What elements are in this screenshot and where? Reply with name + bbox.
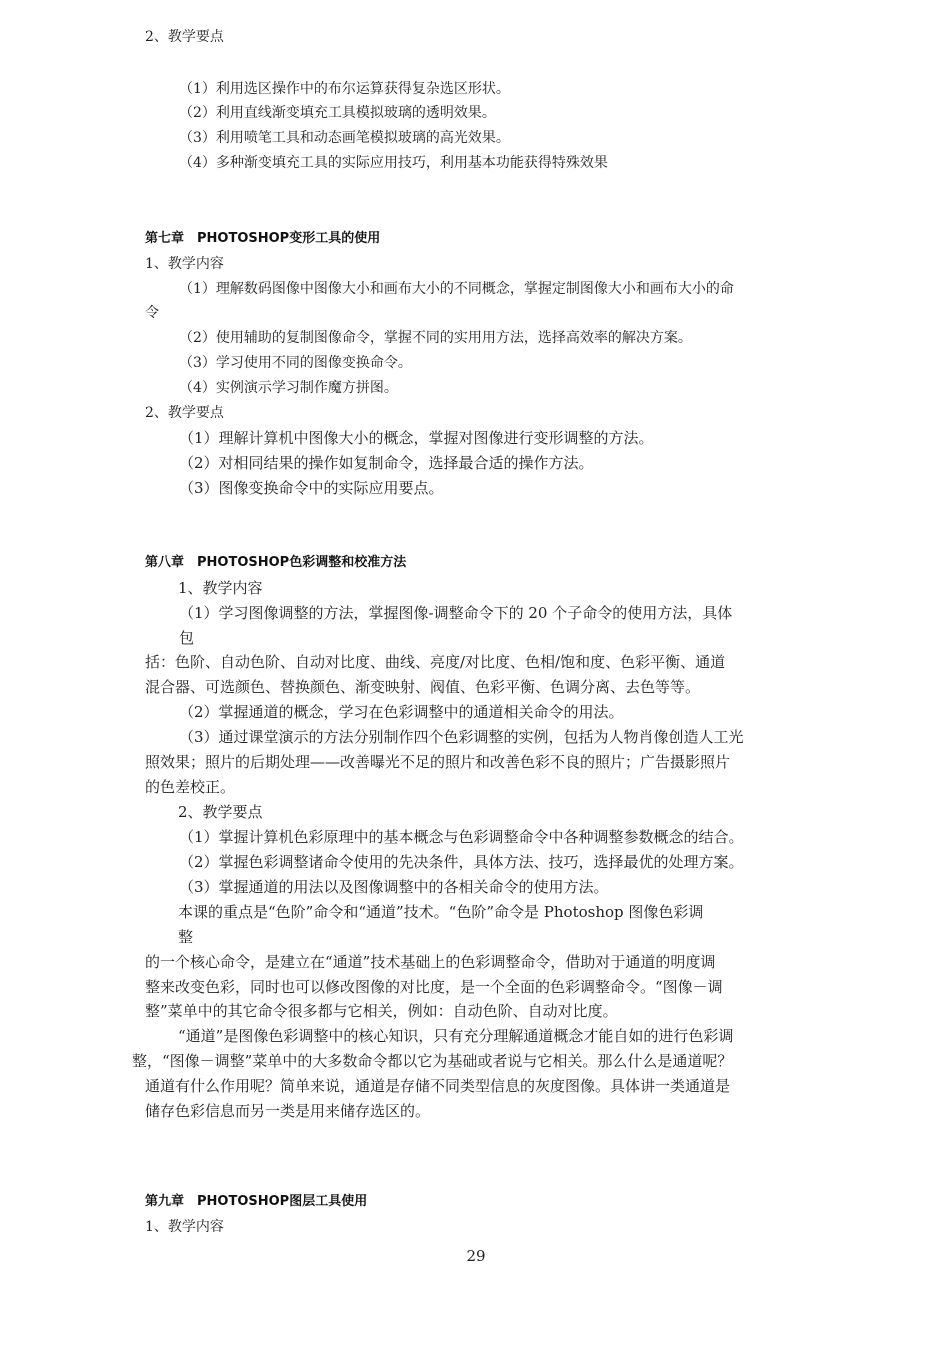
paragraph-line: （3）通过课堂演示的方法分别制作四个色彩调整的实例，包括为人物肖像创造人工光 — [179, 728, 744, 746]
chapter-8-title: 第八章 PHOTOSHOP色彩调整和校准方法 — [145, 555, 407, 570]
paragraph-line: 混合器、可选颜色、替换颜色、渐变映射、阀值、色彩平衡、色调分离、去色等等。 — [145, 678, 701, 696]
list-item: （1）掌握计算机色彩原理中的基本概念与色彩调整命令中各种调整参数概念的结合。 — [179, 828, 744, 846]
section-heading: 2、教学要点 — [178, 803, 263, 821]
list-item: （2）利用直线渐变填充工具模拟玻璃的透明效果。 — [179, 105, 496, 121]
chapter-9-title: 第九章 PHOTOSHOP图层工具使用 — [145, 1194, 368, 1209]
list-item: （2）对相同结果的操作如复制命令，选择最合适的操作方法。 — [179, 454, 594, 472]
list-item: （3）学习使用不同的图像变换命令。 — [179, 355, 412, 371]
list-item: （4）实例演示学习制作魔方拼图。 — [179, 380, 398, 396]
section-heading: 2、教学要点 — [145, 29, 224, 45]
list-item: （2）掌握色彩调整诸命令使用的先决条件，具体方法、技巧，选择最优的处理方案。 — [179, 853, 744, 871]
paragraph-line: 括：色阶、自动色阶、自动对比度、曲线、亮度/对比度、色相/饱和度、色彩平衡、通道 — [145, 653, 726, 671]
section-heading: 1、教学内容 — [145, 256, 224, 272]
list-item: （1）理解计算机中图像大小的概念，掌握对图像进行变形调整的方法。 — [179, 429, 654, 447]
paragraph-line: 通道有什么作用呢？简单来说，通道是存储不同类型信息的灰度图像。具体讲一类通道是 — [145, 1077, 731, 1095]
list-item-continuation: 令 — [145, 305, 159, 321]
list-item: （4）多种渐变填充工具的实际应用技巧，利用基本功能获得特殊效果 — [179, 155, 608, 171]
paragraph-line: 照效果；照片的后期处理——改善曝光不足的照片和改善色彩不良的照片；广告摄影照片 — [145, 753, 731, 771]
paragraph-line: 整，“图像－调整”菜单中的大多数命令都以它为基础或者说与它相关。那么什么是通道呢？ — [132, 1052, 733, 1070]
chapter-7-title: 第七章 PHOTOSHOP变形工具的使用 — [145, 231, 381, 246]
paragraph-line: “通道”是图像色彩调整中的核心知识，只有充分理解通道概念才能自如的进行色彩调 — [178, 1027, 734, 1045]
section-heading: 2、教学要点 — [145, 405, 224, 421]
paragraph-line: 包 — [179, 629, 195, 647]
list-item: （3）利用喷笔工具和动态画笔模拟玻璃的高光效果。 — [179, 130, 510, 146]
paragraph-line: 整 — [178, 928, 194, 946]
paragraph-line: 的一个核心命令，是建立在“通道”技术基础上的色彩调整命令，借助对于通道的明度调 — [145, 953, 716, 971]
list-item: （2）使用辅助的复制图像命令，掌握不同的实用用方法，选择高效率的解决方案。 — [179, 330, 692, 346]
list-item: （3）掌握通道的用法以及图像调整中的各相关命令的使用方法。 — [179, 878, 609, 896]
section-heading: 1、教学内容 — [145, 1219, 224, 1235]
paragraph-line: 整”菜单中的其它命令很多都与它相关，例如：自动色阶、自动对比度。 — [145, 1002, 618, 1020]
paragraph-line: （2）掌握通道的概念，学习在色彩调整中的通道相关命令的用法。 — [179, 703, 624, 721]
list-item: （1）理解数码图像中图像大小和画布大小的不同概念，掌握定制图像大小和画布大小的命 — [179, 281, 734, 297]
paragraph-line: （1）学习图像调整的方法，掌握图像-调整命令下的 20 个子命令的使用方法，具体 — [179, 604, 733, 622]
paragraph-line: 的色差校正。 — [145, 778, 236, 796]
section-heading: 1、教学内容 — [178, 579, 263, 597]
page-number: 29 — [466, 1247, 486, 1265]
paragraph-line: 整来改变色彩，同时也可以修改图像的对比度，是一个全面的色彩调整命令。“图像－调 — [145, 978, 723, 996]
list-item: （3）图像变换命令中的实际应用要点。 — [179, 479, 444, 497]
list-item: （1）利用选区操作中的布尔运算获得复杂选区形状。 — [179, 81, 510, 97]
paragraph-line: 本课的重点是“色阶”命令和“通道”技术。“色阶”命令是 Photoshop 图像色彩调 — [178, 903, 704, 921]
paragraph-line: 储存色彩信息而另一类是用来储存选区的。 — [145, 1102, 431, 1120]
